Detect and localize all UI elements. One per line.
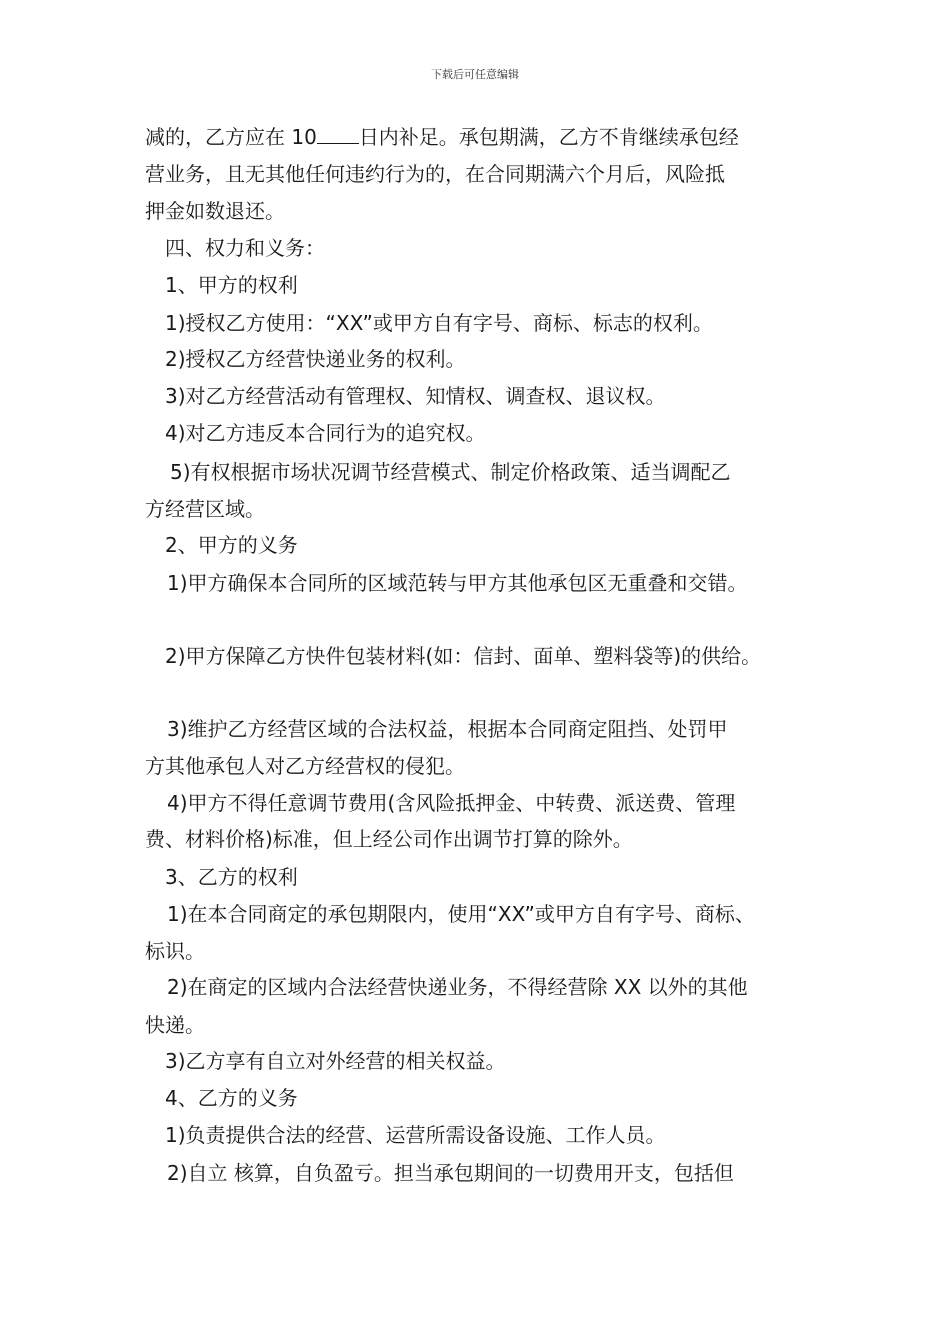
- text-line: 4)甲方不得任意调节费用(含风险抵押金、中转费、派送费、管理: [167, 791, 736, 815]
- text-line: 1)在本合同商定的承包期限内，使用“XX”或甲方自有字号、商标、: [167, 902, 755, 926]
- text-line: 3)对乙方经营活动有管理权、知情权、调查权、退议权。: [165, 384, 666, 408]
- text-line: 1)负责提供合法的经营、运营所需设备设施、工作人员。: [165, 1123, 666, 1147]
- text-line: 3)乙方享有自立对外经营的相关权益。: [165, 1049, 506, 1073]
- text-line: 方其他承包人对乙方经营权的侵犯。: [145, 754, 465, 778]
- text-line: 1)甲方确保本合同所的区域范转与甲方其他承包区无重叠和交错。: [167, 571, 748, 595]
- text-line: 2)在商定的区域内合法经营快递业务，不得经营除 XX 以外的其他: [167, 975, 748, 999]
- subsection-heading: 1、甲方的权利: [165, 273, 298, 297]
- text-line: 1)授权乙方使用：“XX”或甲方自有字号、商标、标志的权利。: [165, 311, 713, 335]
- subsection-heading: 4、乙方的义务: [165, 1086, 298, 1110]
- text-line: [145, 124, 739, 150]
- text-line: 押金如数退还。: [145, 199, 285, 223]
- text-line: 快递。: [145, 1013, 205, 1037]
- text-line: 方经营区域。: [145, 497, 265, 521]
- text-line: 3)维护乙方经营区域的合法权益，根据本合同商定阻挡、处罚甲: [167, 717, 728, 741]
- text-line: 4)对乙方违反本合同行为的追究权。: [165, 421, 486, 445]
- fill-in-blank: [317, 125, 359, 144]
- text-segment: 减的，乙方应在 10: [145, 125, 317, 149]
- text-line: 5)有权根据市场状况调节经营模式、制定价格政策、适当调配乙: [170, 460, 731, 484]
- page-header: 下载后可任意编辑: [431, 68, 519, 81]
- text-line: 2)甲方保障乙方快件包装材料(如：信封、面单、塑料袋等)的供给。: [165, 644, 762, 668]
- text-line: 费、材料价格)标准，但上经公司作出调节打算的除外。: [145, 827, 633, 851]
- text-line: 2)自立 核算，自负盈亏。担当承包期间的一切费用开支，包括但: [167, 1161, 734, 1185]
- subsection-heading: 2、甲方的义务: [165, 533, 298, 557]
- text-segment: 日内补足。承包期满，乙方不肯继续承包经: [358, 125, 739, 149]
- subsection-heading: 3、乙方的权利: [165, 865, 298, 889]
- text-line: 营业务，且无其他任何违约行为的，在合同期满六个月后，风险抵: [145, 162, 725, 186]
- text-line: 2)授权乙方经营快递业务的权利。: [165, 347, 466, 371]
- text-line: 标识。: [145, 939, 205, 963]
- section-heading: 四、权力和义务：: [165, 236, 325, 260]
